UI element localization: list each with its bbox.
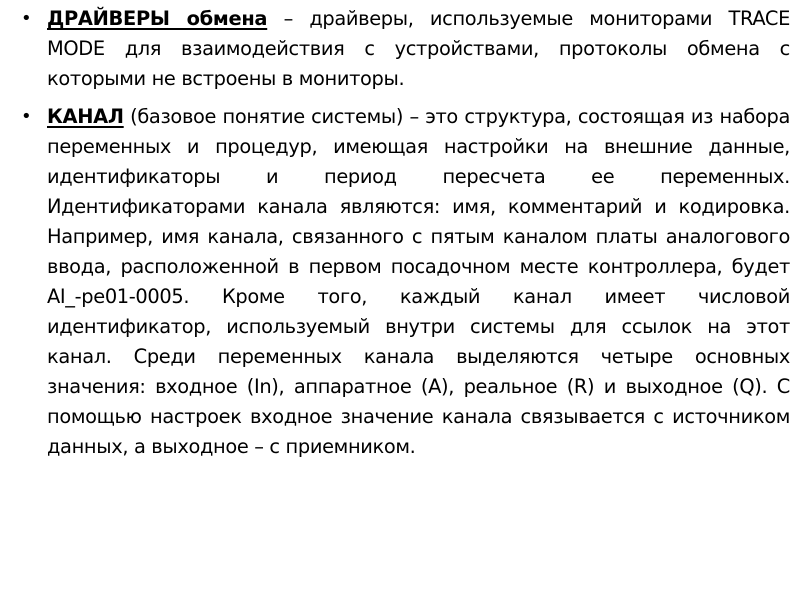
definition-channel: (базовое понятие системы) – это структура, состоящая из набора переменных и процедур, имеющая настройки на внешние данные, идентификаторы и период пересчета ее переменных. Идентификаторами канала являются: имя, комментарий и кодировка. Например, имя канала, связанного с пятым каналом платы аналогового ввода, расположенной в первом посадочном месте контроллера, будет AI_-pe01-0005. Кроме того, каждый канал имеет числовой идентификатор, используемый внутри системы для ссылок на этот канал. Среди переменных канала выделяются четыре основных значения: входное (In), аппаратное (A), реальное (R) и выходное (Q). С помощью настроек входное значение канала связывается с источником данных, а выходное – с приемником. (47, 105, 790, 458)
term-channel: КАНАЛ (47, 105, 124, 128)
list-item-drivers (21, 4, 790, 94)
bullet-list (21, 4, 790, 462)
definition-drivers: – драйверы, используемые мониторами TRACE MODE для взаимодействия с устройствами, протоколы обмена с которыми не встроены в мониторы. (47, 7, 791, 90)
bullet-icon: • (21, 106, 32, 127)
list-item-channel (21, 102, 790, 462)
bullet-icon: • (21, 8, 32, 29)
term-drivers: ДРАЙВЕРЫ обмена (47, 7, 268, 30)
